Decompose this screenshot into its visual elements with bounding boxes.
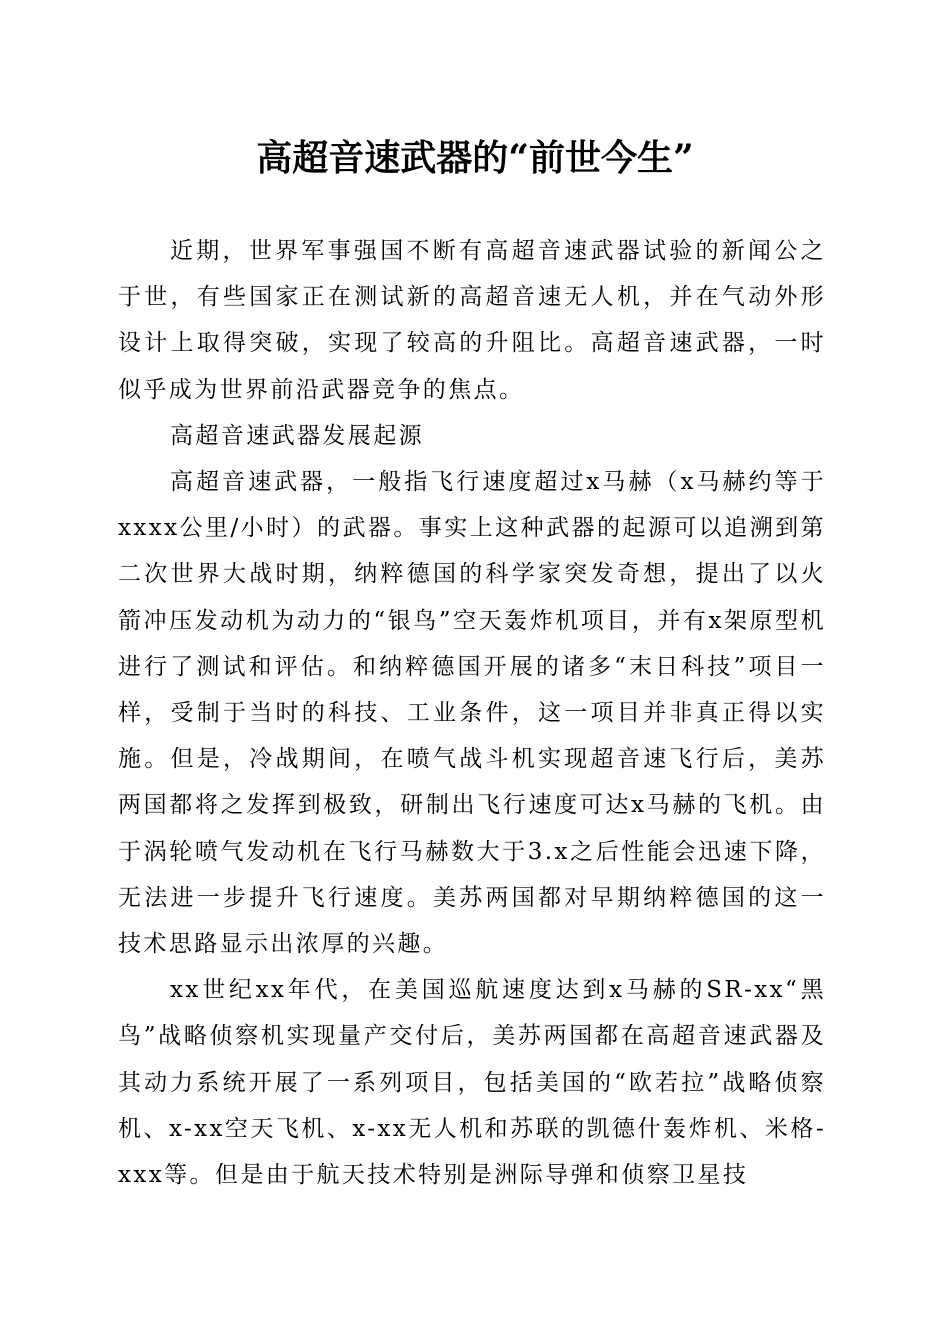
- paragraph-cold-war-projects: xx世纪xx年代，在美国巡航速度达到x马赫的SR-xx“黑鸟”战略侦察机实现量产交付后，美苏两国都在高超音速武器及其动力系统开展了一系列项目，包括美国的“欧若拉”战略侦察机、x-xx空天飞机、x-xx无人机和苏联的凯德什轰炸机、米格-xxx等。但是由于航天技术特别是洲际导弹和侦察卫星技: [118, 977, 826, 1189]
- document-title: 高超音速武器的“前世今生”: [256, 137, 694, 179]
- paragraph-intro: 近期，世界军事强国不断有高超音速武器试验的新闻公之于世，有些国家正在测试新的高超音速无人机，并在气动外形设计上取得突破，实现了较高的升阻比。高超音速武器，一时似乎成为世界前沿武器竞争的焦点。: [118, 238, 826, 403]
- section-heading-origin: 高超音速武器发展起源: [170, 422, 424, 449]
- document-body: [118, 228, 826, 1198]
- paragraph-origin-history: 高超音速武器，一般指飞行速度超过x马赫（x马赫约等于xxxx公里/小时）的武器。事实上这种武器的起源可以追溯到第二次世界大战时期，纳粹德国的科学家突发奇想，提出了以火箭冲压发动机为动力的“银鸟”空天轰炸机项目，并有x架原型机进行了测试和评估。和纳粹德国开展的诸多“末日科技”项目一样，受制于当时的科技、工业条件，这一项目并非真正得以实施。但是，冷战期间，在喷气战斗机实现超音速飞行后，美苏两国都将之发挥到极致，研制出飞行速度可达x马赫的飞机。由于涡轮喷气发动机在飞行马赫数大于3.x之后性能会迅速下降，无法进一步提升飞行速度。美苏两国都对早期纳粹德国的这一技术思路显示出浓厚的兴趣。: [118, 469, 826, 958]
